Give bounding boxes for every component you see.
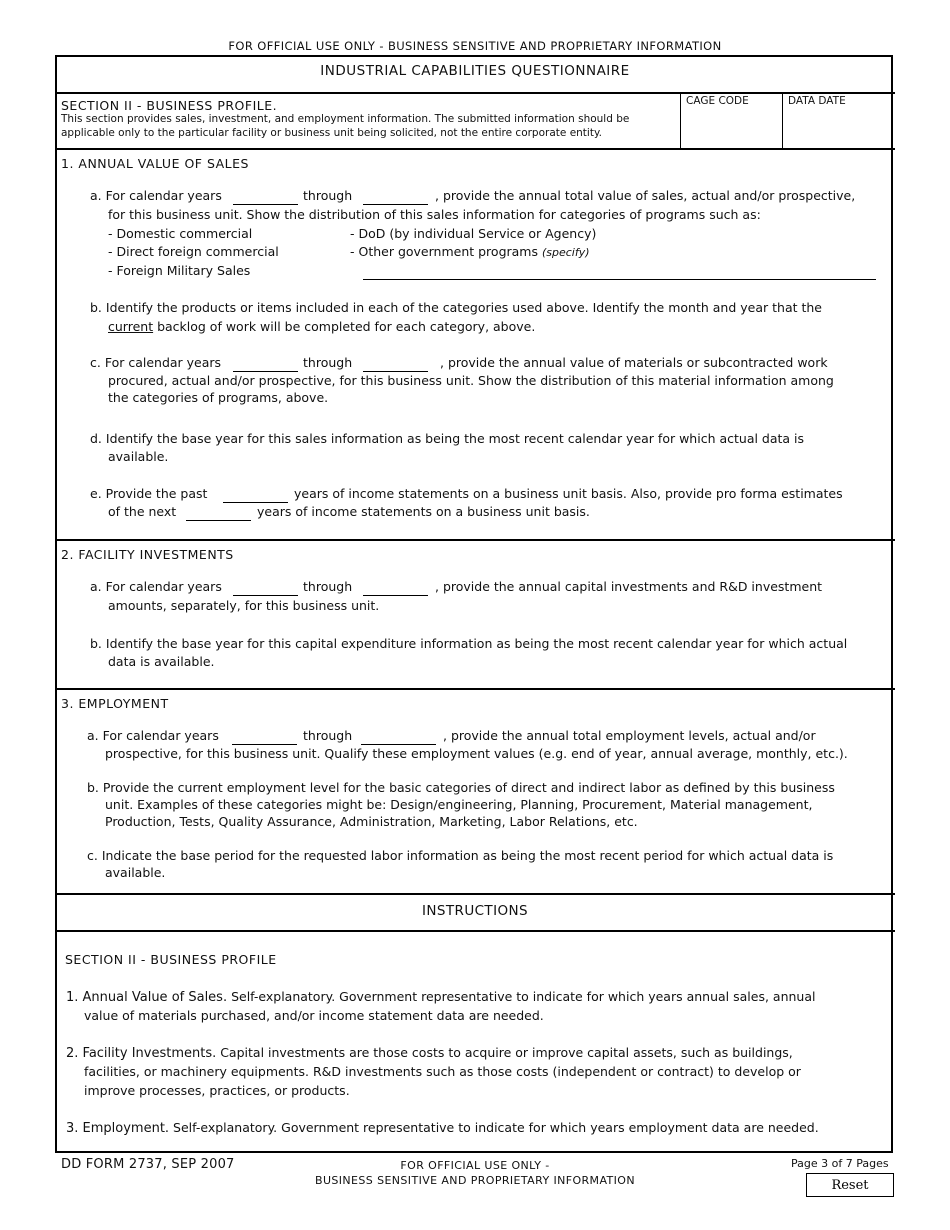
investments-section-title: 2. FACILITY INVESTMENTS xyxy=(61,547,234,562)
item-text: e. Provide the past xyxy=(90,486,208,501)
page-number: Page 3 of 7 Pages xyxy=(791,1157,889,1170)
instruction-item: value of materials purchased, and/or income statement data are needed. xyxy=(84,1008,544,1023)
employment-end-year-field[interactable] xyxy=(361,744,436,745)
instruction-item: 1. Annual Value of Sales. Self-explanatory. Government representative to indicate for which years annual sales, annual xyxy=(66,989,816,1005)
next-years-field[interactable] xyxy=(186,520,251,521)
item-text: data is available. xyxy=(108,654,215,669)
header-column-divider xyxy=(782,93,783,148)
item-text: amounts, separately, for this business unit. xyxy=(108,598,380,613)
instruction-item: 2. Facility Investments. Capital investments are those costs to acquire or improve capital assets, such as buildings, xyxy=(66,1045,793,1061)
item-text: through xyxy=(303,188,353,203)
sales-end-year-field[interactable] xyxy=(363,204,428,205)
item-text: through xyxy=(303,579,353,594)
top-classification-banner: FOR OFFICIAL USE ONLY - BUSINESS SENSITIVE AND PROPRIETARY INFORMATION xyxy=(228,39,722,53)
divider xyxy=(55,930,895,932)
cage-code-label: CAGE CODE xyxy=(686,95,749,107)
instruction-item: improve processes, practices, or products. xyxy=(84,1083,350,1098)
reset-button[interactable]: Reset xyxy=(806,1173,894,1197)
item-text: a. For calendar years xyxy=(90,188,222,203)
investment-start-year-field[interactable] xyxy=(233,595,298,596)
item-text: current backlog of work will be completed for each category, above. xyxy=(108,319,536,334)
category-item: - Domestic commercial xyxy=(108,226,253,241)
item-text: available. xyxy=(105,865,166,880)
category-item: - Direct foreign commercial xyxy=(108,244,279,259)
item-text: , provide the annual value of materials or subcontracted work xyxy=(440,355,828,370)
item-text: Production, Tests, Quality Assurance, Administration, Marketing, Labor Relations, etc. xyxy=(105,814,638,829)
instruction-item: facilities, or machinery equipments. R&D investments such as those costs (independent or contract) to develop or xyxy=(84,1064,801,1079)
form-identifier: DD FORM 2737, SEP 2007 xyxy=(61,1157,235,1172)
item-text: c. For calendar years xyxy=(90,355,222,370)
category-item: - DoD (by individual Service or Agency) xyxy=(350,226,597,241)
header-column-divider xyxy=(680,93,681,148)
item-text: b. Provide the current employment level for the basic categories of direct and indirect labor as defined by this business xyxy=(87,780,835,795)
divider xyxy=(55,539,895,541)
employment-section-title: 3. EMPLOYMENT xyxy=(61,696,169,711)
divider xyxy=(55,688,895,690)
sales-start-year-field[interactable] xyxy=(233,204,298,205)
category-item: - Foreign Military Sales xyxy=(108,263,251,278)
item-text: c. Indicate the base period for the requested labor information as being the most recent period for which actual data is xyxy=(87,848,834,863)
item-text: b. Identify the base year for this capital expenditure information as being the most recent calendar year for which actual xyxy=(90,636,848,651)
item-text: procured, actual and/or prospective, for this business unit. Show the distribution of this material information among xyxy=(108,373,834,388)
section-description-line: This section provides sales, investment, and employment information. The submitted information should be xyxy=(61,113,630,125)
data-date-label: DATA DATE xyxy=(788,95,846,107)
employment-start-year-field[interactable] xyxy=(232,744,297,745)
other-programs-specify-field[interactable] xyxy=(363,279,876,280)
item-text: b. Identify the products or items included in each of the categories used above. Identify the month and year that the xyxy=(90,300,822,315)
item-text: through xyxy=(303,355,353,370)
bottom-classification-banner: FOR OFFICIAL USE ONLY - BUSINESS SENSITIVE AND PROPRIETARY INFORMATION xyxy=(315,1159,635,1187)
instructions-title: INSTRUCTIONS xyxy=(422,903,528,919)
investment-end-year-field[interactable] xyxy=(363,595,428,596)
item-text: the categories of programs, above. xyxy=(108,390,329,405)
materials-start-year-field[interactable] xyxy=(233,371,298,372)
item-text: years of income statements on a business unit basis. Also, provide pro forma estimates xyxy=(294,486,843,501)
item-text: prospective, for this business unit. Qualify these employment values (e.g. end of year, annual average, monthly, etc.). xyxy=(105,746,848,761)
item-text: , provide the annual capital investments and R&D investment xyxy=(435,579,823,594)
item-text: , provide the annual total employment levels, actual and/or xyxy=(443,728,816,743)
category-item: - Other government programs (specify) xyxy=(350,244,590,259)
divider xyxy=(55,148,895,150)
item-text: a. For calendar years xyxy=(90,579,222,594)
item-text: available. xyxy=(108,449,169,464)
divider xyxy=(55,92,895,94)
item-text: years of income statements on a business unit basis. xyxy=(257,504,590,519)
item-text: a. For calendar years xyxy=(87,728,219,743)
item-text: for this business unit. Show the distribution of this sales information for categories of programs such as: xyxy=(108,207,761,222)
item-text: , provide the annual total value of sales, actual and/or prospective, xyxy=(435,188,856,203)
item-text: d. Identify the base year for this sales information as being the most recent calendar year for which actual data is xyxy=(90,431,805,446)
specify-note: (specify) xyxy=(541,246,590,259)
past-years-field[interactable] xyxy=(223,502,288,503)
form-title: INDUSTRIAL CAPABILITIES QUESTIONNAIRE xyxy=(320,63,630,79)
section-title: SECTION II - BUSINESS PROFILE. xyxy=(61,98,278,113)
item-text: unit. Examples of these categories might be: Design/engineering, Planning, Procurement, Material management, xyxy=(105,797,813,812)
divider xyxy=(55,893,895,895)
section-description-line: applicable only to the particular facility or business unit being solicited, not the entire corporate entity. xyxy=(61,127,603,139)
materials-end-year-field[interactable] xyxy=(363,371,428,372)
instruction-item: 3. Employment. Self-explanatory. Government representative to indicate for which years employment data are needed. xyxy=(66,1120,819,1136)
item-text: of the next xyxy=(108,504,177,519)
item-text: through xyxy=(303,728,353,743)
instructions-section-title: SECTION II - BUSINESS PROFILE xyxy=(65,952,277,967)
sales-section-title: 1. ANNUAL VALUE OF SALES xyxy=(61,156,249,171)
